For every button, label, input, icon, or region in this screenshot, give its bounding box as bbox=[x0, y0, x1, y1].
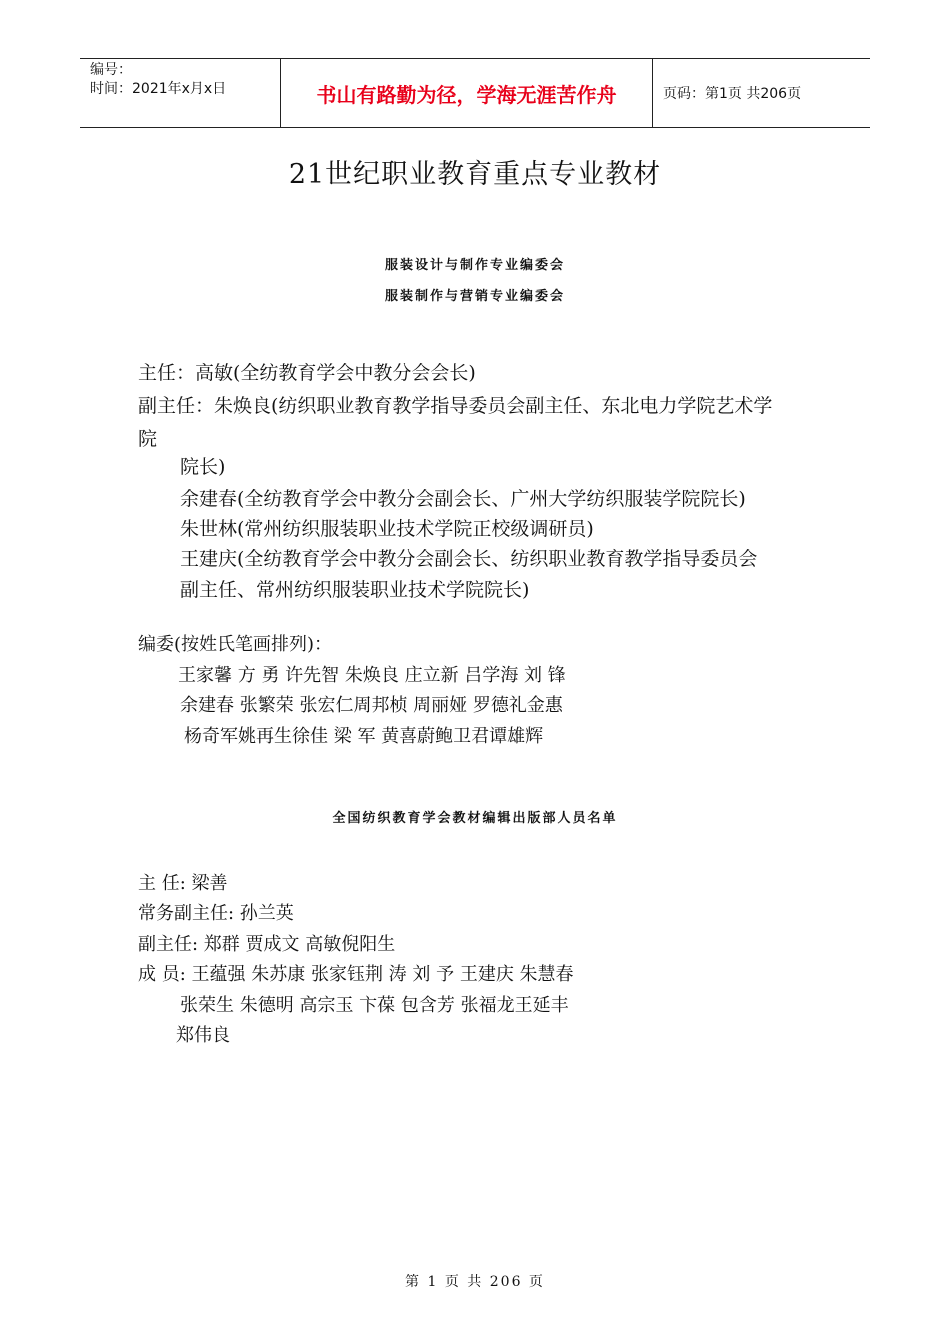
staff-line: 张荣生 朱德明 高宗玉 卞葆 包含芳 张福龙王延丰 bbox=[180, 995, 569, 1016]
board-line: 王建庆(全纺教育学会中教分会副会长、纺织职业教育教学指导委员会 bbox=[180, 548, 758, 570]
staff-line: 成 员: 王蕴强 朱苏康 张家钰荆 涛 刘 予 王建庆 朱慧春 bbox=[138, 964, 574, 985]
board-line: 院长) bbox=[180, 456, 226, 478]
header-page-info: 页码：第1页 共206页 bbox=[663, 86, 802, 102]
board-line-wrap: 院 bbox=[138, 428, 158, 450]
date-label: 时间：2021年x月x日 bbox=[90, 81, 227, 97]
staff-line: 郑伟良 bbox=[176, 1025, 230, 1046]
header-table bbox=[80, 58, 870, 128]
board-deputy-director: 副主任：朱焕良(纺织职业教育教学指导委员会副主任、东北电力学院艺术学 bbox=[138, 395, 773, 417]
members-label: 编委(按姓氏笔画排列)： bbox=[138, 634, 333, 655]
document-title: 21世纪职业教育重点专业教材 bbox=[288, 159, 662, 190]
committee-name-1: 服装设计与制作专业编委会 bbox=[384, 258, 565, 273]
board-line: 朱世林(常州纺织服装职业技术学院正校级调研员) bbox=[180, 518, 594, 540]
board-line: 余建春(全纺教育学会中教分会副会长、广州大学纺织服装学院院长) bbox=[180, 488, 746, 510]
staff-line: 常务副主任: 孙兰英 bbox=[138, 903, 294, 924]
staff-line: 副主任: 郑群 贾成文 高敏倪阳生 bbox=[138, 934, 396, 955]
serial-label: 编号： bbox=[90, 62, 132, 78]
members-line: 余建春 张繁荣 张宏仁周邦桢 周丽娅 罗德礼金惠 bbox=[180, 695, 563, 716]
header-meta-cell bbox=[80, 59, 281, 127]
publishing-staff-heading: 全国纺织教育学会教材编辑出版部人员名单 bbox=[332, 811, 618, 826]
page-footer: 第 1 页 共 206 页 bbox=[405, 1274, 545, 1290]
staff-line: 主 任: 梁善 bbox=[138, 873, 228, 894]
header-motto: 书山有路勤为径，学海无涯苦作舟 bbox=[281, 59, 653, 127]
members-line: 杨奇军姚再生徐佳 梁 军 黄喜蔚鲍卫君谭雄辉 bbox=[184, 726, 544, 747]
members-line: 王家馨 方 勇 许先智 朱焕良 庄立新 吕学海 刘 锋 bbox=[178, 665, 566, 686]
board-director: 主任：高敏(全纺教育学会中教分会会长) bbox=[138, 362, 476, 384]
board-line: 副主任、常州纺织服装职业技术学院院长) bbox=[180, 579, 530, 601]
committee-name-2: 服装制作与营销专业编委会 bbox=[384, 289, 565, 304]
